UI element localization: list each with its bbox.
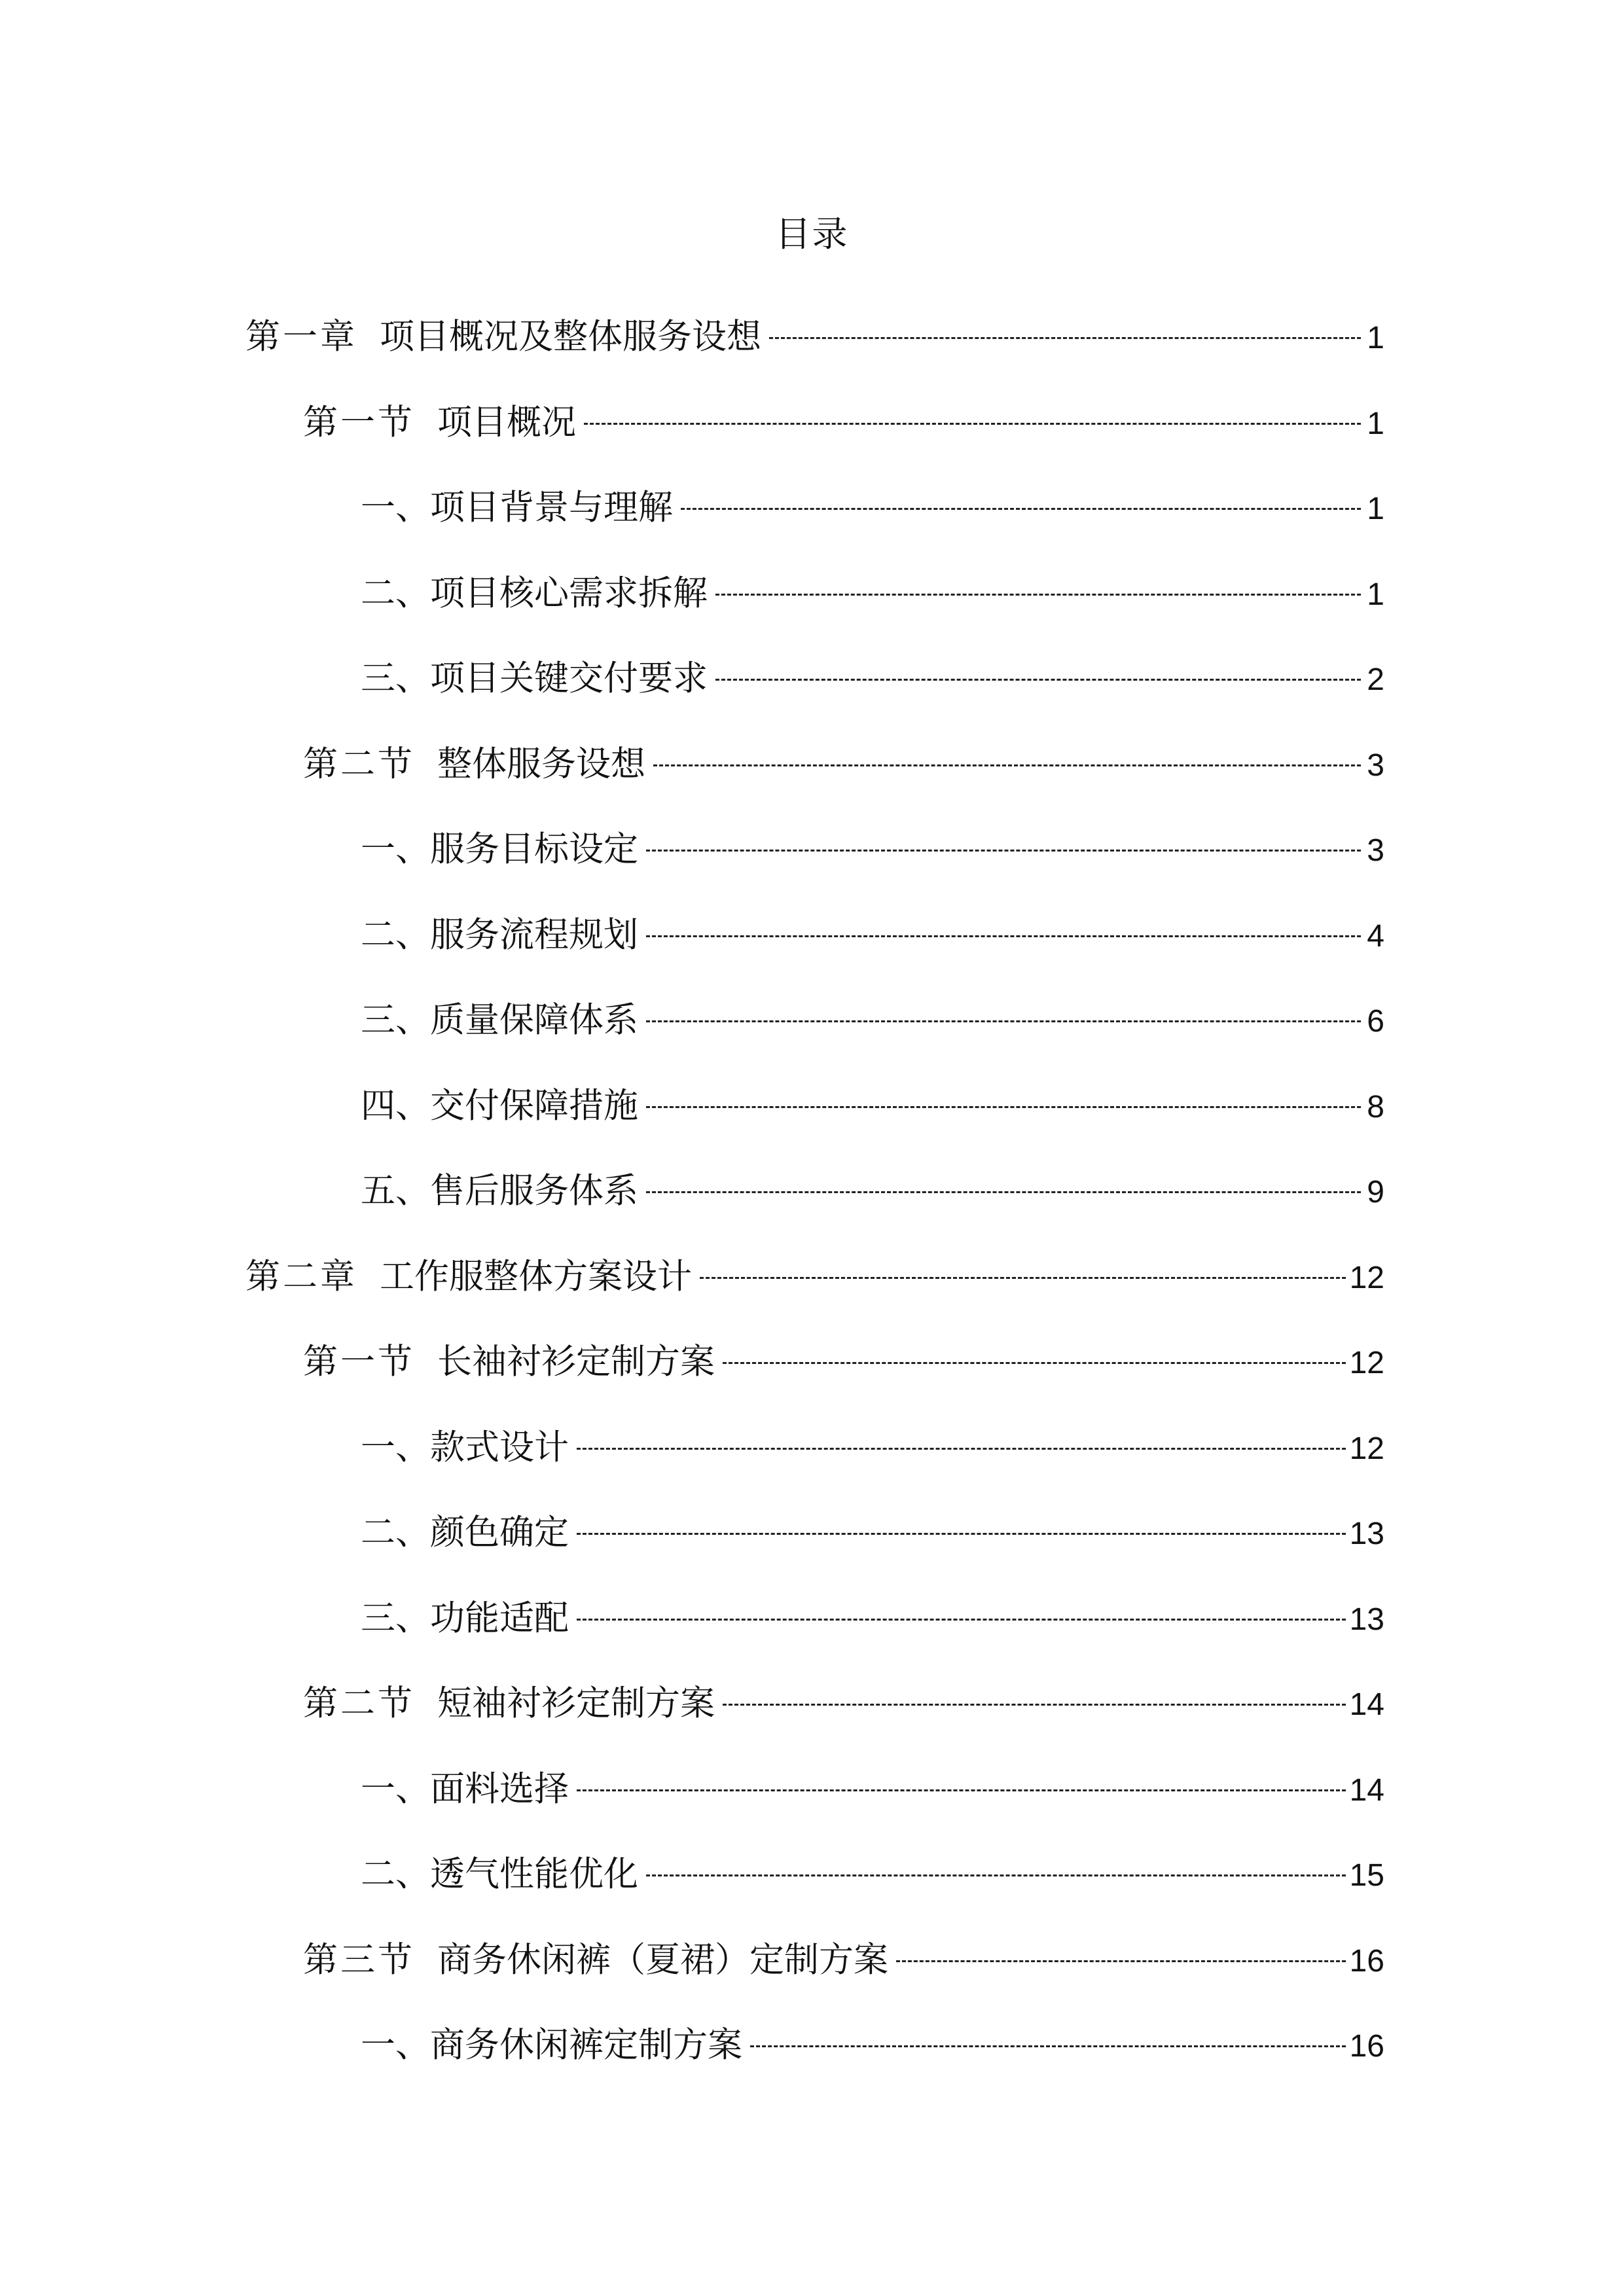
- toc-entry-text: 一、款式设计: [361, 1427, 569, 1467]
- toc-entry[interactable]: [245, 807, 1384, 893]
- toc-entry-label: [245, 1234, 692, 1320]
- toc-entry[interactable]: [245, 1149, 1384, 1234]
- toc-entry[interactable]: [245, 551, 1384, 637]
- toc-page-number: 13: [1349, 1602, 1384, 1637]
- toc-entry[interactable]: [245, 1747, 1384, 1833]
- toc-page-number: 9: [1367, 1175, 1384, 1210]
- toc-entry-label: [303, 1918, 888, 2003]
- toc-page-number: 1: [1367, 577, 1384, 612]
- toc-entry[interactable]: [245, 893, 1384, 978]
- toc-dot-leader: [715, 659, 1361, 698]
- toc-entry-label: [361, 2003, 742, 2089]
- toc-page-number: 2: [1367, 662, 1384, 697]
- toc-entry[interactable]: [245, 1405, 1384, 1491]
- toc-page-number: 6: [1367, 1004, 1384, 1039]
- toc-entry-number: 第一节: [303, 402, 415, 442]
- toc-page-number: 3: [1367, 747, 1384, 783]
- toc-dot-leader: [577, 1770, 1346, 1809]
- toc-entry-number: 第二节: [303, 1683, 415, 1723]
- toc-entry-number: 第二章: [245, 1256, 357, 1297]
- toc-dot-leader: [577, 1513, 1346, 1552]
- toc-dot-leader: [723, 1684, 1346, 1723]
- toc-page-number: 14: [1349, 1687, 1384, 1722]
- toc-entry[interactable]: [245, 722, 1384, 808]
- toc-page-number: 15: [1349, 1858, 1384, 1893]
- toc-page-number: 16: [1349, 2029, 1384, 2064]
- toc-dot-leader: [646, 1172, 1361, 1211]
- toc-dot-leader: [723, 1342, 1346, 1382]
- toc-entry-label: [361, 1064, 638, 1149]
- toc-entry-text: 整体服务设想: [437, 744, 645, 784]
- toc-entry-label: [303, 1319, 715, 1405]
- toc-entry-number: 第二节: [303, 744, 415, 784]
- toc-entry-text: 商务休闲裤（夏裙）定制方案: [437, 1939, 888, 1980]
- toc-page-number: 16: [1349, 1943, 1384, 1979]
- table-of-contents: [245, 295, 1384, 2089]
- toc-page-number: 1: [1367, 321, 1384, 355]
- toc-entry-number: 第三节: [303, 1939, 415, 1980]
- toc-dot-leader: [577, 1599, 1346, 1638]
- toc-entry-text: 三、项目关键交付要求: [361, 658, 708, 698]
- toc-page-number: 14: [1349, 1772, 1384, 1808]
- toc-entry-label: [361, 978, 638, 1064]
- toc-entry[interactable]: [245, 1576, 1384, 1662]
- toc-entry-text: 四、交付保障措施: [361, 1085, 638, 1126]
- toc-dot-leader: [646, 830, 1361, 869]
- toc-entry-label: [303, 380, 576, 466]
- toc-entry-text: 一、服务目标设定: [361, 829, 638, 869]
- toc-entry-label: [361, 1490, 569, 1576]
- toc-entry-text: 五、售后服务体系: [361, 1171, 638, 1211]
- toc-dot-leader: [577, 1428, 1346, 1467]
- toc-entry-number: 第一章: [245, 317, 357, 357]
- toc-dot-leader: [653, 745, 1361, 784]
- toc-entry[interactable]: [245, 1490, 1384, 1576]
- toc-entry-text: 短袖衬衫定制方案: [437, 1683, 715, 1723]
- toc-entry-text: 二、服务流程规划: [361, 914, 638, 955]
- toc-entry-text: 项目概况: [437, 402, 576, 442]
- toc-entry[interactable]: [245, 380, 1384, 466]
- toc-entry-label: [361, 893, 638, 978]
- toc-dot-leader: [584, 403, 1361, 442]
- toc-entry-text: 项目概况及整体服务设想: [380, 317, 761, 357]
- toc-entry[interactable]: [245, 295, 1384, 380]
- toc-entry-label: [361, 636, 708, 722]
- toc-entry[interactable]: [245, 1319, 1384, 1405]
- toc-dot-leader: [646, 1001, 1361, 1040]
- toc-page-number: 12: [1349, 1346, 1384, 1380]
- toc-entry-text: 一、面料选择: [361, 1768, 569, 1809]
- toc-dot-leader: [646, 916, 1361, 955]
- toc-entry-label: [361, 1747, 569, 1833]
- toc-entry[interactable]: [245, 2003, 1384, 2089]
- toc-entry-text: 一、商务休闲裤定制方案: [361, 2025, 742, 2065]
- toc-page-number: 12: [1349, 1431, 1384, 1466]
- toc-entry[interactable]: [245, 1064, 1384, 1149]
- toc-entry-label: [361, 465, 673, 551]
- toc-entry-text: 三、功能适配: [361, 1598, 569, 1638]
- toc-dot-leader: [646, 1855, 1346, 1894]
- toc-entry-label: [361, 807, 638, 893]
- toc-page-number: 1: [1367, 406, 1384, 441]
- toc-entry-label: [361, 1405, 569, 1491]
- toc-title: 目录: [775, 213, 849, 255]
- toc-entry[interactable]: [245, 1832, 1384, 1918]
- toc-entry-text: 二、项目核心需求拆解: [361, 573, 708, 613]
- toc-entry[interactable]: [245, 636, 1384, 722]
- toc-page-number: 13: [1349, 1516, 1384, 1551]
- toc-entry-text: 二、透气性能优化: [361, 1854, 638, 1894]
- toc-entry[interactable]: [245, 978, 1384, 1064]
- toc-entry-text: 长袖衬衫定制方案: [437, 1342, 715, 1382]
- toc-page-number: 8: [1367, 1089, 1384, 1124]
- toc-entry-label: [303, 722, 645, 808]
- toc-entry-label: [361, 1149, 638, 1234]
- toc-entry-label: [303, 1661, 715, 1747]
- toc-page-number: 12: [1349, 1260, 1384, 1295]
- toc-entry-text: 一、项目背景与理解: [361, 488, 673, 528]
- toc-dot-leader: [700, 1257, 1346, 1297]
- toc-dot-leader: [750, 2026, 1346, 2065]
- toc-dot-leader: [715, 574, 1361, 613]
- toc-entry-label: [245, 295, 761, 380]
- toc-entry-label: [361, 551, 708, 637]
- toc-dot-leader: [681, 488, 1361, 528]
- toc-entry-label: [361, 1832, 638, 1918]
- toc-dot-leader: [646, 1086, 1361, 1126]
- toc-entry-text: 工作服整体方案设计: [380, 1256, 692, 1297]
- toc-page-number: 4: [1367, 918, 1384, 954]
- toc-entry[interactable]: [245, 1918, 1384, 2003]
- toc-dot-leader: [769, 317, 1361, 357]
- toc-entry-number: 第一节: [303, 1342, 415, 1382]
- toc-entry[interactable]: [245, 465, 1384, 551]
- toc-page-number: 1: [1367, 492, 1384, 526]
- toc-entry-text: 三、质量保障体系: [361, 1000, 638, 1040]
- toc-page-number: 3: [1367, 833, 1384, 868]
- toc-entry[interactable]: [245, 1661, 1384, 1747]
- toc-entry-label: [361, 1576, 569, 1662]
- toc-entry[interactable]: [245, 1234, 1384, 1320]
- toc-entry-text: 二、颜色确定: [361, 1513, 569, 1552]
- toc-dot-leader: [896, 1941, 1346, 1980]
